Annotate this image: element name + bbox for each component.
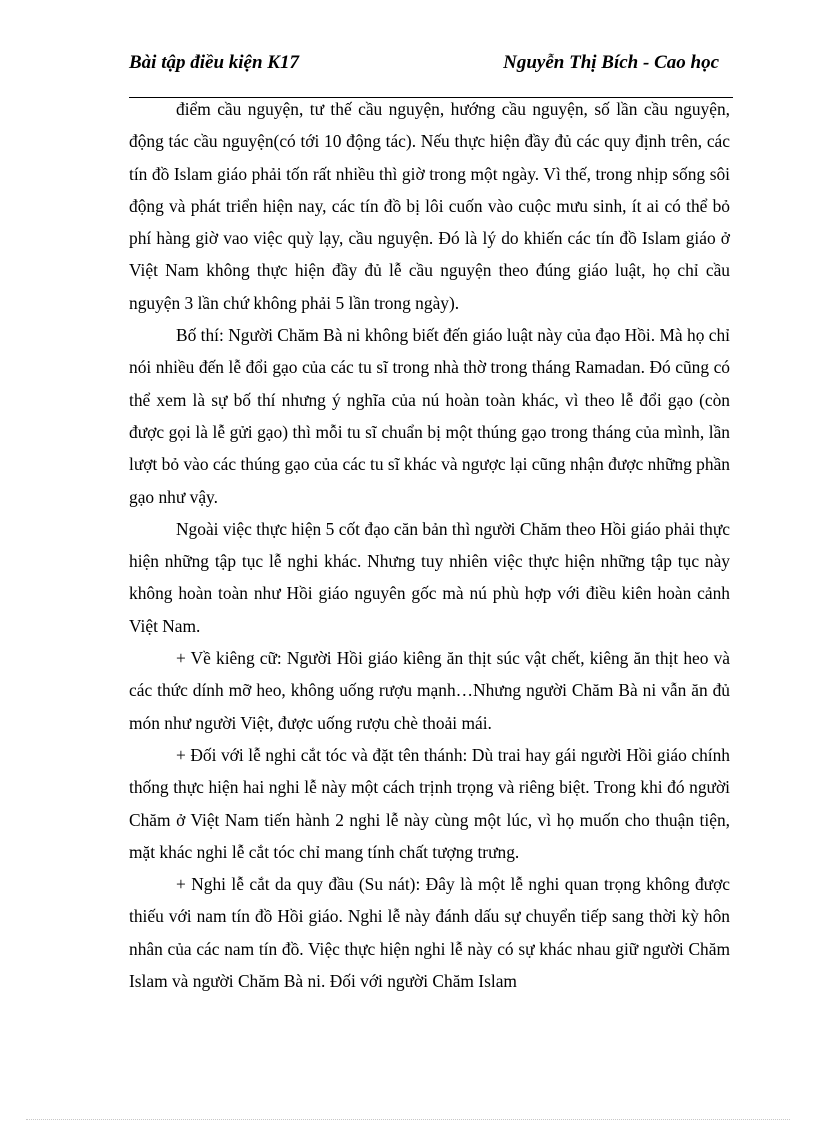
paragraph-haircut-naming: + Đối với lễ nghi cắt tóc và đặt tên thánh: Dù trai hay gái người Hồi giáo chính thống thực hiện hai nghi lễ này một cách trịnh trọng và riêng biệt. Trong khi đó người Chăm ở Việt Nam tiến hành 2 nghi lễ này cùng một lúc, vì họ muốn cho thuận tiện, mặt khác nghi lễ cắt tóc chỉ mang tính chất tượng trưng.	[129, 744, 730, 862]
header-course-title: Bài tập điều kiện K17	[129, 52, 299, 73]
header-author: Nguyễn Thị Bích - Cao học	[503, 52, 719, 73]
paragraph-prayer-continued: điểm cầu nguyện, tư thế cầu nguyện, hướng cầu nguyện, số lần cầu nguyện, động tác cầu nguyện(có tới 10 động tác). Nếu thực hiện đầy đủ các quy định trên, các tín đồ Islam giáo phải tốn rất nhiều thì giờ trong một ngày. Vì thế, trong nhịp sống sôi động và phát triển hiện nay, các tín đồ bị lôi cuốn vào cuộc mưu sinh, ít ai có thể bỏ phí hàng giờ vao việc quỳ lạy, cầu nguyện. Đó là lý do khiến các tín đồ Islam giáo ở Việt Nam không thực hiện đầy đủ lễ cầu nguyện theo đúng giáo luật, họ chỉ cầu nguyện 3 lần chứ không phải 5 lần trong ngày).	[129, 99, 730, 313]
paragraph-dietary-taboos: + Về kiêng cữ: Người Hồi giáo kiêng ăn thịt súc vật chết, kiêng ăn thịt heo và các thức dính mỡ heo, không uống rượu mạnh…Nhưng người Chăm Bà ni vẫn ăn đủ món như người Việt, được uống rượu chè thoải mái.	[129, 648, 730, 733]
page-header	[129, 52, 733, 96]
document-body	[129, 93, 730, 997]
paragraph-circumcision: + Nghi lễ cắt da quy đầu (Su nát): Đây là một lễ nghi quan trọng không được thiếu với nam tín đồ Hồi giáo. Nghi lễ này đánh dấu sự chuyển tiếp sang thời kỳ hôn nhân của các nam tín đồ. Việc thực hiện nghi lễ này có sự khác nhau giữ người Chăm Islam và người Chăm Bà ni. Đối với người Chăm Islam	[129, 874, 730, 992]
paragraph-other-customs: Ngoài việc thực hiện 5 cốt đạo căn bản thì người Chăm theo Hồi giáo phải thực hiện những tập tục lễ nghi khác. Nhưng tuy nhiên việc thực hiện những tập tục này không hoàn toàn như Hồi giáo nguyên gốc mà nú phù hợp với điều kiên hoàn cảnh Việt Nam.	[129, 518, 730, 636]
paragraph-almsgiving: Bố thí: Người Chăm Bà ni không biết đến giáo luật này của đạo Hồi. Mà họ chỉ nói nhiều đến lễ đổi gạo của các tu sĩ trong nhà thờ trong tháng Ramadan. Đó cũng có thể xem là sự bố thí nhưng ý nghĩa của nú hoàn toàn khác, vì theo lễ đổi gạo (còn được gọi là lễ gửi gạo) thì mỗi tu sĩ chuẩn bị một thúng gạo trong tháng của mình, lần lượt bỏ vào các thúng gạo của các tu sĩ khác và ngược lại cũng nhận được những phần gạo như vậy.	[129, 325, 730, 507]
page-bottom-border	[26, 1119, 790, 1120]
